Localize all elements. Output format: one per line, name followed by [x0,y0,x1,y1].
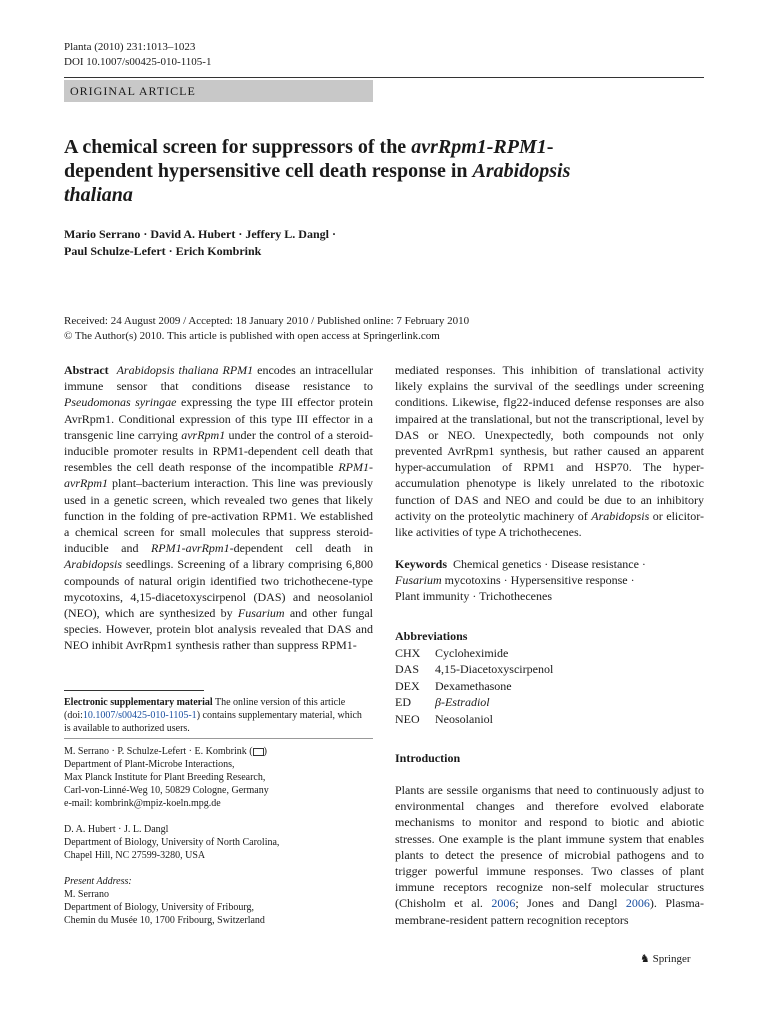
abbreviation-row: ED β-Estradiol [395,695,490,709]
affiliation-rule [64,738,373,739]
supplementary-note: Electronic supplementary material The online version of this article (doi:10.1007/s00425-010-1105-1) contains supplementary material, which is available to authorized users. [64,697,362,734]
introduction-heading: Introduction [395,751,461,765]
abbreviations-label: Abbreviations [395,629,468,643]
journal-volume: Planta (2010) 231:1013–1023 [64,41,196,53]
springer-horse-icon: ♞ [640,953,650,965]
citation-link[interactable]: 2006 [491,896,516,911]
keywords-label: Keywords [395,557,447,571]
article-title: A chemical screen for suppressors of the avrRpm1-RPM1-dependent hypersensitive cell death response in Arabidopsis thaliana [64,136,571,206]
introduction-text: Plants are sessile organisms that need to continuously adjust to environmental changes and therefore evolved elaborate mechanisms to monitor and respond to biotic and abiotic stresses. One example is the plant immune system that enables plants to detect the presence of microbial pathogens and to trigger powerful immune responses. Two classes of plant immune receptors recognize non-self molecular structures (Chisholm et al. 2006; Jones and Dangl 2006). Plasma-membrane-resident pattern recognition receptors [395,783,704,927]
header-rule [64,77,704,78]
publisher-logo: ♞ Springer [640,953,691,965]
abbreviation-row: NEO Neosolaniol [395,711,493,726]
affiliation-3: Present Address: M. Serrano Department of Biology, University of Fribourg, Chemin du Musée 10, 1700 Fribourg, Switzerland [64,876,265,926]
journal-doi: DOI 10.1007/s00425-010-1105-1 [64,56,212,68]
abbreviation-row: DAS 4,15-Diacetoxyscirpenol [395,662,554,676]
journal-citation [64,40,211,70]
abbreviation-row: DEX Dexamethasone [395,678,512,693]
keywords-section: Keywords Chemical genetics · Disease resistance · Fusarium mycotoxins · Hypersensitive response · Plant immunity · Trichothecenes [395,557,646,604]
citation-link[interactable]: 2006 [625,896,650,911]
abbreviations-section [395,628,704,727]
abstract-text: Abstract Arabidopsis thaliana RPM1 encodes an intracellular immune sensor that conditions disease resistance to Pseudomonas syringae expressing the type III effector protein AvrRpm1. Conditional expression of this type III effector in a transgenic line carrying avrRpm1 under the control of a steroid-inducible promoter results in RPM1-dependent cell death that resembles the cell death response of the incompatible RPM1-avrRpm1 plant–bacterium interaction. This line was previously used in a genetic screen, which revealed two genes that likely function in the folding of pre-activation RPM1. We established a chemical screen for small molecules that suppress steroid-inducible and RPM1-avrRpm1-dependent cell death in Arabidopsis seedlings. Screening of a library comprising 6,800 compounds of natural origin identified two trichothecene-type mycotoxins, 4,15-diacetoxyscirpenol (DAS) and neosolaniol (NEO), which are synthesized by Fusarium and other fungal species. However, protein blot analysis revealed that DAS and NEO inhibit AvrRpm1 synthesis rather than suppress RPM1- [64,363,374,653]
affiliation-1: M. Serrano · P. Schulze-Lefert · E. Kombrink ( ) Department of Plant-Microbe Interactions, Max Planck Institute for Plant Breeding Research, Carl-von-Linné-Weg 10, 50829 Cologne, Germany e-mail: kombrink@mpiz-koeln.mpg.de [64,745,373,810]
abstract-section [64,362,373,654]
article-type-banner [64,80,373,102]
abstract-continued: mediated responses. This inhibition of translational activity likely explains the survival of the seedlings under screening conditions. Likewise, flg22-induced defense responses are also impaired at the translational, but not the transcriptional, level by DAS or NEO. Unexpectedly, both compounds not only prevented AvrRpm1 synthesis, but rather caused an apparent hyper-accumulation of RPM1 and HSP70. The hyper-accumulation phenotype is likely unrelated to the ribotoxic function of DAS and NEO and could be due to an inhibitory activity on the proteolytic machinery of Arabidopsis or elicitor-like activities of type A trichothecenes. [395,363,704,540]
article-type: ORIGINAL ARTICLE [70,84,196,98]
email[interactable]: e-mail: kombrink@mpiz-koeln.mpg.de [64,798,221,809]
abstract-label: Abstract [64,363,109,377]
abbreviation-row: CHX Cycloheximide [395,645,509,660]
envelope-icon [253,748,264,756]
footnote-rule [64,690,204,691]
author-list: Mario Serrano · David A. Hubert · Jeffery L. Dangl · Paul Schulze-Lefert · Erich Kombrink [64,227,336,258]
doi-link[interactable]: 10.1007/s00425-010-1105-1 [82,710,197,721]
affiliation-2: D. A. Hubert · J. L. Dangl Department of Biology, University of North Carolina, Chapel Hill, NC 27599-3280, USA [64,824,280,861]
publication-dates: Received: 24 August 2009 / Accepted: 18 January 2010 / Published online: 7 February 2010 © The Author(s) 2010. This article is published with open access at Springerlink.com [64,315,470,342]
